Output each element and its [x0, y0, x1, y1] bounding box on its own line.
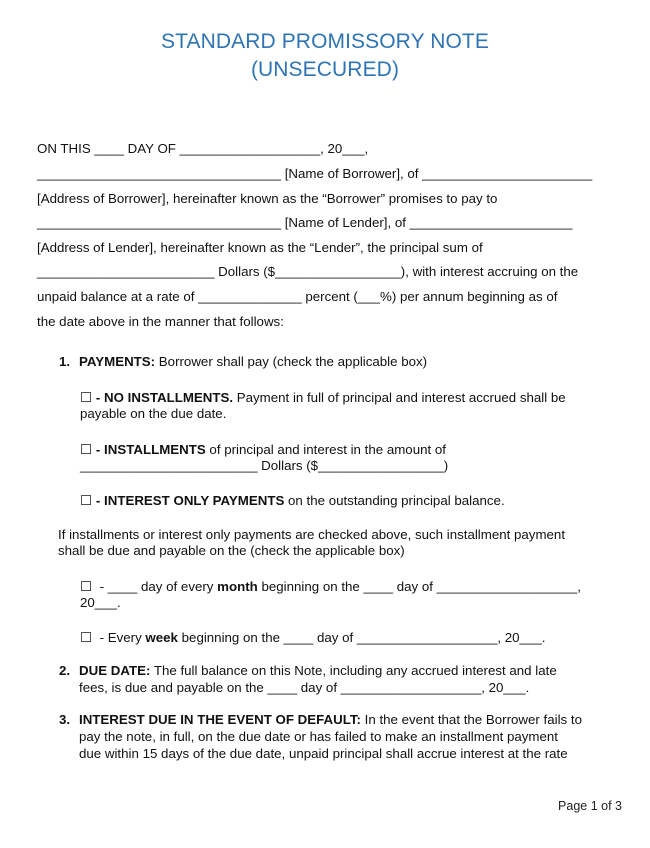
section-heading-line [59, 711, 582, 728]
document-title: STANDARD PROMISSORY NOTE [161, 30, 489, 53]
document-subtitle: (UNSECURED) [250, 58, 400, 81]
option-text: of principal and interest in the amount of [205, 442, 446, 457]
checkbox[interactable]: ☐ [80, 442, 92, 457]
section-number: 2. [59, 663, 71, 678]
option-label: - NO INSTALLMENTS. [95, 390, 234, 405]
option-monthly[interactable] [80, 578, 581, 595]
conditional-text-line: If installments or interest only payments are checked above, such installment payment [58, 527, 566, 542]
preamble-line: _________________________________ [Name of Borrower], of _______________________ [37, 166, 593, 181]
section-text: In the event that the Borrower fails to [360, 712, 582, 727]
option-label: - INTEREST ONLY PAYMENTS [95, 493, 285, 508]
option-installments[interactable] [80, 441, 446, 458]
checkbox[interactable]: ☐ [80, 630, 92, 645]
preamble-line: [Address of Borrower], hereinafter known as the “Borrower” promises to pay to [37, 191, 498, 206]
section-number: 3. [59, 712, 71, 727]
option-interest-only[interactable] [80, 492, 505, 509]
option-text: on the outstanding principal balance. [284, 493, 505, 508]
section-text-line: due within 15 days of the due date, unpaid principal shall accrue interest at the rate [79, 746, 568, 761]
section-text: Borrower shall pay (check the applicable box) [155, 354, 428, 369]
preamble-line: _________________________________ [Name of Lender], of ______________________ [37, 215, 573, 230]
preamble-line: ON THIS ____ DAY OF ___________________, 20___, [37, 141, 369, 156]
option-label: - INSTALLMENTS [95, 442, 206, 457]
section-heading: PAYMENTS: [79, 354, 156, 369]
option-no-installments[interactable] [80, 389, 566, 406]
option-text-line: payable on the due date. [80, 406, 227, 421]
section-number: 1. [59, 354, 71, 369]
option-emphasis: week [145, 630, 178, 645]
checkbox[interactable]: ☐ [80, 493, 92, 508]
section-text-line: pay the note, in full, on the due date or has failed to make an installment payment [79, 729, 558, 744]
checkbox[interactable]: ☐ [80, 579, 92, 594]
option-text: - Every [95, 630, 146, 645]
option-emphasis: month [217, 579, 258, 594]
conditional-text-line: shall be due and payable on the (check the applicable box) [58, 543, 405, 558]
section-text-line: fees, is due and payable on the ____ day of ___________________, 20___. [79, 680, 530, 695]
page-number: Page 1 of 3 [558, 799, 622, 813]
option-text: beginning on the ____ day of ___________________, [257, 579, 581, 594]
section-heading: INTEREST DUE IN THE EVENT OF DEFAULT: [79, 712, 361, 727]
checkbox[interactable]: ☐ [80, 390, 92, 405]
option-text-line: 20___. [80, 595, 121, 610]
preamble-line: the date above in the manner that follows: [37, 314, 284, 329]
section-heading-line [59, 662, 557, 679]
preamble-line: unpaid balance at a rate of ______________ percent (___%) per annum beginning as of [37, 289, 558, 304]
option-text-line: ________________________ Dollars ($_________________) [80, 458, 449, 473]
section-heading-line [59, 353, 427, 370]
option-weekly[interactable] [80, 629, 545, 646]
preamble-line: [Address of Lender], hereinafter known as the “Lender”, the principal sum of [37, 240, 483, 255]
section-heading: DUE DATE: [79, 663, 151, 678]
section-text: The full balance on this Note, including any accrued interest and late [150, 663, 557, 678]
option-text: Payment in full of principal and interest accrued shall be [233, 390, 566, 405]
option-text: beginning on the ____ day of ___________________, 20___. [177, 630, 546, 645]
preamble-line: ________________________ Dollars ($_________________), with interest accruing on the [37, 264, 579, 279]
option-text: - ____ day of every [95, 579, 218, 594]
